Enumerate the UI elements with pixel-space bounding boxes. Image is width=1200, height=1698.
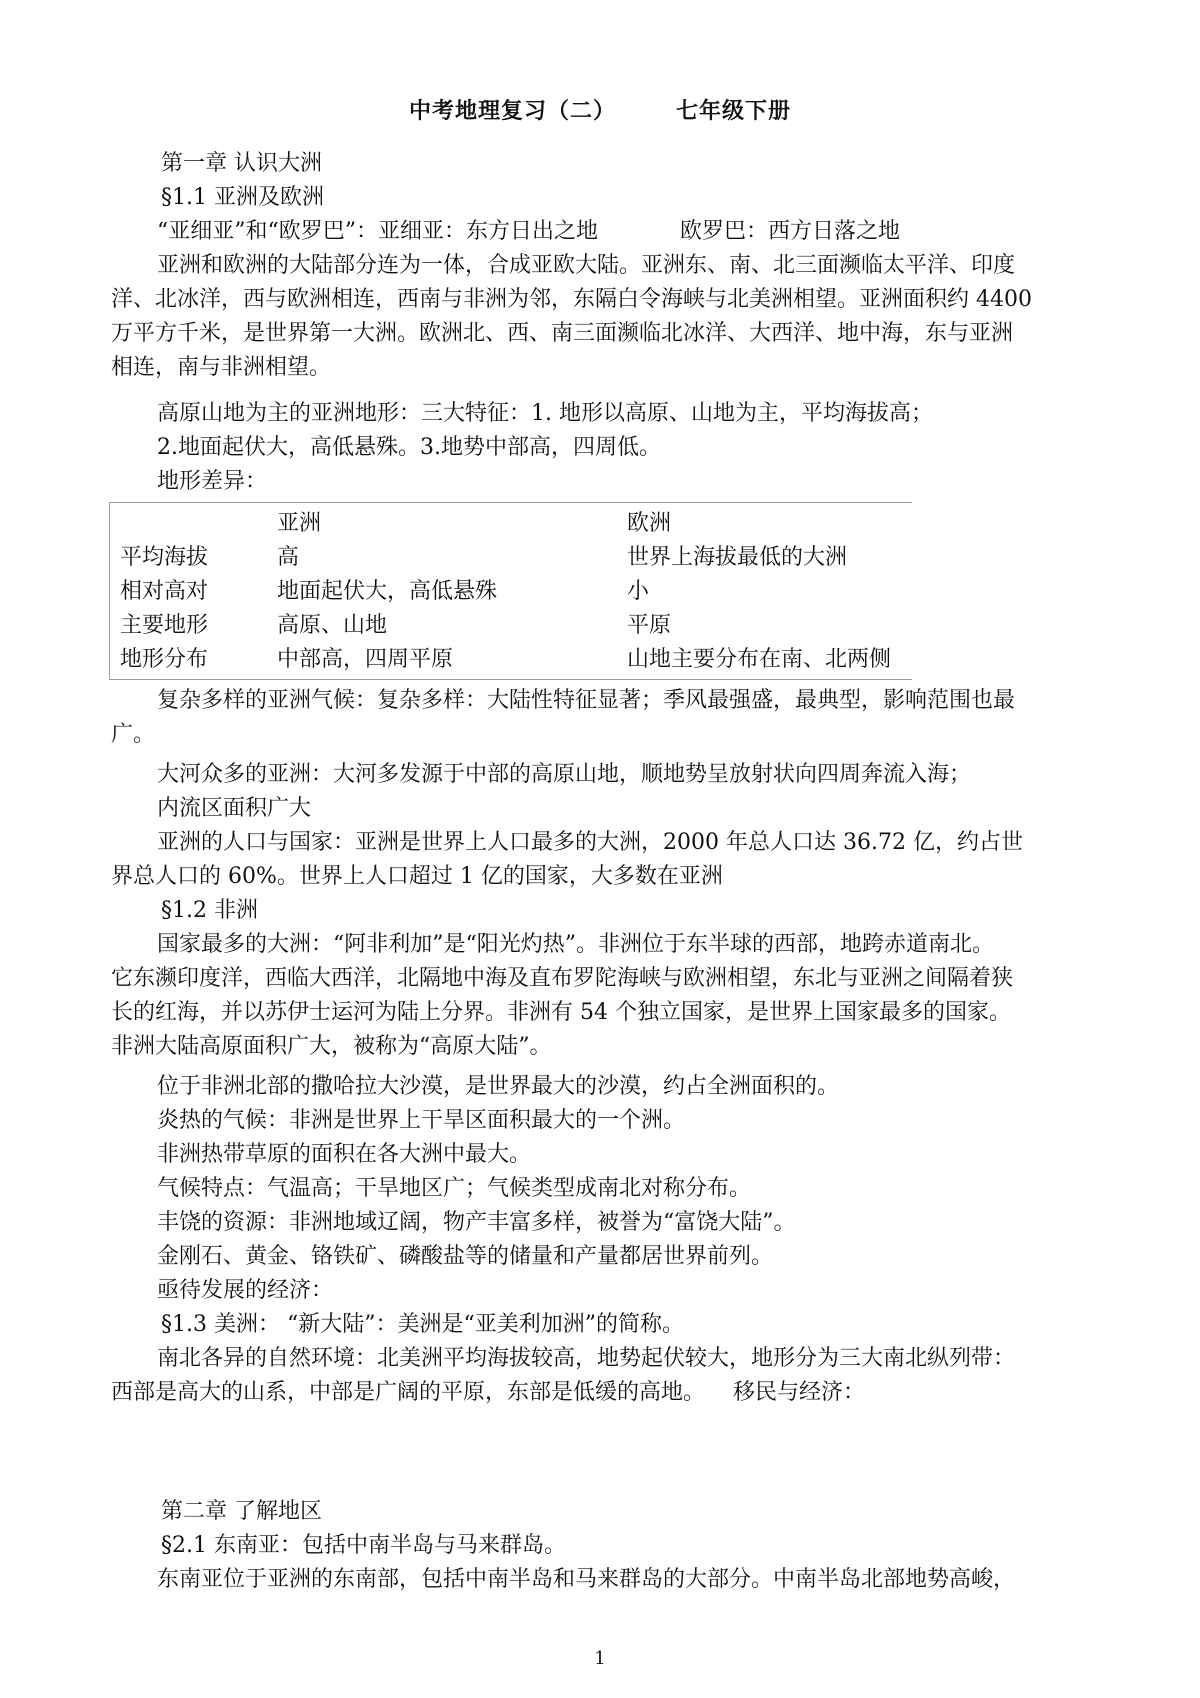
paragraph-text: 西部是高大的山系，中部是广阔的平原，东部是低缓的高地。 <box>111 1380 706 1405</box>
table-row <box>110 643 912 677</box>
section-1-2-heading: §1.2 非洲 <box>161 898 258 923</box>
table-cell: 平均海拔 <box>120 545 209 570</box>
terrain-difference-label: 地形差异： <box>157 469 268 494</box>
paragraph-line: 非洲大陆高原面积广大，被称为“高原大陆”。 <box>111 1034 552 1059</box>
table-cell: 相对高对 <box>120 579 209 604</box>
paragraph-line: 复杂多样的亚洲气候：复杂多样：大陆性特征显著；季风最强盛，最典型，影响范围也最 <box>157 688 1016 713</box>
paragraph-line: 洋、北冰洋，西与欧洲相连，西南与非洲为邻，东隔白令海峡与北美洲相望。亚洲面积约 4400 <box>111 287 1032 312</box>
table-cell: 地形分布 <box>120 647 209 672</box>
paragraph-line: 非洲热带草原的面积在各大洲中最大。 <box>157 1142 532 1167</box>
paragraph-line <box>111 1376 865 1410</box>
paragraph-line: 2.地面起伏大，高低悬殊。3.地势中部高，四周低。 <box>157 435 661 460</box>
paragraph-line: 亟待发展的经济： <box>157 1278 334 1303</box>
paragraph-line: 南北各异的自然环境：北美洲平均海拔较高，地势起伏较大，地形分为三大南北纵列带： <box>157 1346 1016 1371</box>
table-cell: 地面起伏大，高低悬殊 <box>277 579 498 604</box>
paragraph-line: 大河众多的亚洲：大河多发源于中部的高原山地，顺地势呈放射状向四周奔流入海； <box>157 762 972 787</box>
paragraph-line: 万平方千米，是世界第一大洲。欧洲北、西、南三面濒临北冰洋、大西洋、地中海，东与亚洲 <box>111 321 1014 346</box>
page-number: 1 <box>594 1648 606 1669</box>
paragraph-line: 界总人口的 60%。世界上人口超过 1 亿的国家，大多数在亚洲 <box>111 864 723 889</box>
paragraph-line: 气候特点：气温高；干旱地区广；气候类型成南北对称分布。 <box>157 1176 752 1201</box>
section-1-1-heading: §1.1 亚洲及欧洲 <box>161 185 324 210</box>
document-title <box>0 94 1200 125</box>
table-header-row <box>110 507 912 541</box>
paragraph-line: 相连，南与非洲相望。 <box>111 355 332 380</box>
table-cell: 世界上海拔最低的大洲 <box>627 545 848 570</box>
section-2-1-heading: §2.1 东南亚：包括中南半岛与马来群岛。 <box>161 1533 566 1558</box>
paragraph-line: 亚洲和欧洲的大陆部分连为一体，合成亚欧大陆。亚洲东、南、北三面濒临太平洋、印度 <box>157 253 1016 278</box>
table-cell: 高 <box>277 545 300 570</box>
section-1-3-heading: §1.3 美洲： “新大陆”：美洲是“亚美利加洲”的简称。 <box>161 1312 684 1337</box>
title-main: 中考地理复习（二） <box>408 99 616 124</box>
table-cell: 山地主要分布在南、北两侧 <box>627 647 892 672</box>
terrain-comparison-table <box>109 502 912 680</box>
paragraph-line: 长的红海，并以苏伊士运河为陆上分界。非洲有 54 个独立国家，是世界上国家最多的国家。 <box>111 1000 1011 1025</box>
paragraph-line: 金刚石、黄金、铬铁矿、磷酸盐等的储量和产量都居世界前列。 <box>157 1244 774 1269</box>
table-cell: 主要地形 <box>120 613 209 638</box>
table-cell: 平原 <box>627 613 672 638</box>
table-row <box>110 575 912 609</box>
paragraph-line: 它东濒印度洋，西临大西洋，北隔地中海及直布罗陀海峡与欧洲相望，东北与亚洲之间隔着狭 <box>111 966 1014 991</box>
asia-name-meaning: “亚细亚”和“欧罗巴”：亚细亚：东方日出之地 <box>157 219 598 244</box>
table-cell: 高原、山地 <box>277 613 388 638</box>
paragraph-line: 炎热的气候：非洲是世界上干旱区面积最大的一个洲。 <box>157 1108 686 1133</box>
chapter-2-heading: 第二章 了解地区 <box>161 1499 322 1524</box>
table-cell: 中部高，四周平原 <box>277 647 454 672</box>
continent-names-line <box>157 215 900 249</box>
paragraph-line: 内流区面积广大 <box>157 796 312 821</box>
europe-name-meaning: 欧罗巴：西方日落之地 <box>680 219 901 244</box>
table-row <box>110 609 912 643</box>
title-sub: 七年级下册 <box>676 99 792 124</box>
table-row <box>110 541 912 575</box>
paragraph-text: 移民与经济： <box>733 1380 866 1405</box>
chapter-1-heading: 第一章 认识大洲 <box>161 151 322 176</box>
table-cell: 小 <box>627 579 650 604</box>
table-header-cell: 亚洲 <box>277 511 322 536</box>
table-header-cell: 欧洲 <box>627 511 672 536</box>
paragraph-line: 丰饶的资源：非洲地域辽阔，物产丰富多样，被誉为“富饶大陆”。 <box>157 1210 796 1235</box>
paragraph-line: 亚洲的人口与国家：亚洲是世界上人口最多的大洲，2000 年总人口达 36.72 亿，约占世 <box>157 830 1023 855</box>
paragraph-line: 东南亚位于亚洲的东南部，包括中南半岛和马来群岛的大部分。中南半岛北部地势高峻， <box>157 1567 1016 1592</box>
paragraph-line: 国家最多的大洲：“阿非利加”是“阳光灼热”。非洲位于东半球的西部，地跨赤道南北。 <box>157 932 994 957</box>
paragraph-line: 广。 <box>111 722 156 747</box>
paragraph-line: 位于非洲北部的撒哈拉大沙漠，是世界最大的沙漠，约占全洲面积的。 <box>157 1074 840 1099</box>
paragraph-line: 高原山地为主的亚洲地形：三大特征：1. 地形以高原、山地为主，平均海拔高； <box>157 401 933 426</box>
